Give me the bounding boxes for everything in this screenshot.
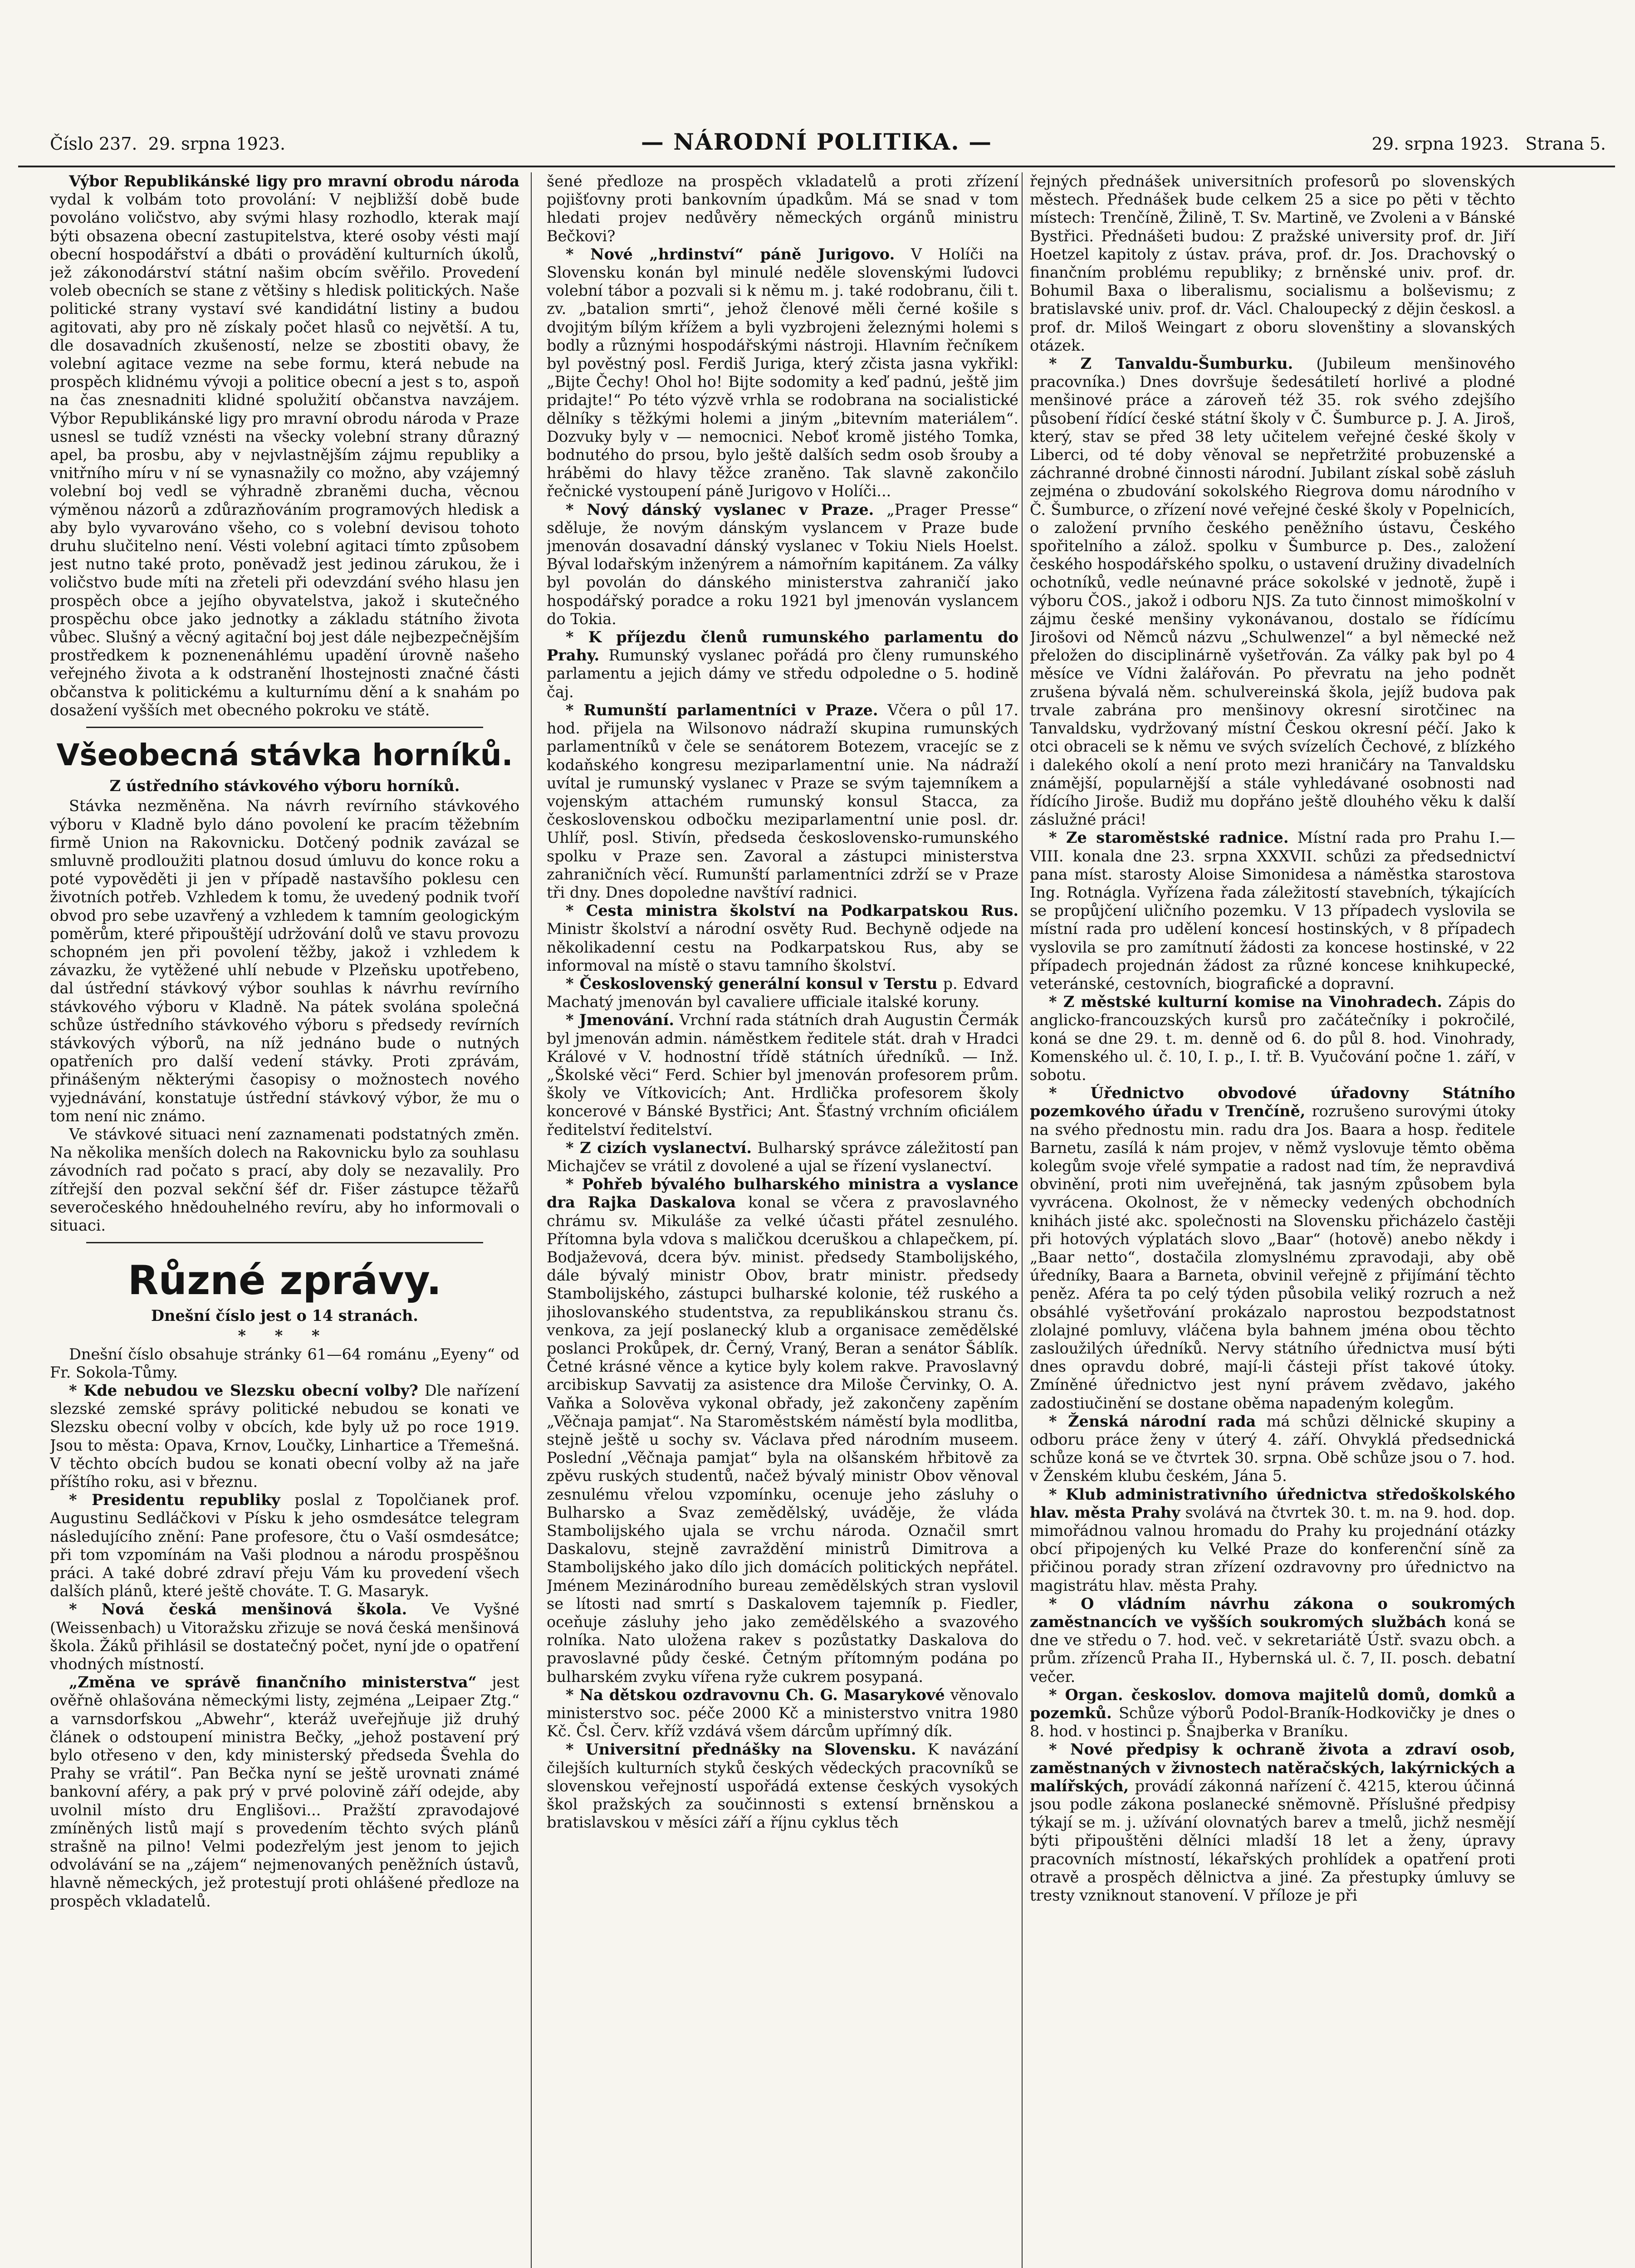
article-president: * Presidentu republiky poslal z Topolčianek prof. Augustinu Sedláčkovi v Písku k jeho osmdesátce telegram následujícího znění: Pane profesore, čtu o Vaší osmdesátce; při tom vzpomínám na Vaši plodnou a národu prospěšnou práci. A také dobré zdraví přeju Vám ku provedení všech dalších plánů, které ještě chováte. T. G. Masaryk. <box>50 1491 519 1600</box>
page-number: 29. srpna 1923. Strana 5. <box>1371 134 1606 154</box>
article-town-hall: * Ze staroměstské radnice. Místní rada pro Prahu I.—VIII. konala dne 23. srpna XXXVII. schůzi za předsednictví pana míst. starosty Aloise Simonidesa a náměstka starostova Ing. Rotnágla. Vyřízena řada záležitostí stavebních, týkajících se propůjčení uličního pozemku. V 13 případech vyslovila se místní rada pro udělení koncesí hostinských, v 8 případech vyslovila se pro zamítnutí žádosti za koncese hostinské, v 22 případech projednán žádost za různé koncese knihkupecké, veteránské, cestovních, biografické a dopravní. <box>1030 829 1515 992</box>
article-tanvald: * Z Tanvaldu-Šumburku. (Jubileum menšinového pracovníka.) Dnes dovršuje šedesátiletí horlivé a plodné menšinové práce a zároveň též 35. rok svého zdejšího působení řídící české státní školy v Č. Šumburce p. J. A. Jiroš, který, stav se před 38 lety učitelem veřejné české školy v Liberci, od té doby věnoval se nepřetržité probuzenské a záchranné drobné činnosti národní. Jubilant získal sobě zásluh zejména o zbudování sokolského Riegrova domu národního v Č. Šumburce, o zřízení nové veřejné české školy v Popelnicích, o založení prvního českého peněžního ústavu, Českého spořitelního a zálož. spolku v Šumburce p. Des., založení českého hospodářského spolku, o ustavení družiny divadelních ochotníků, vedle neúnavné práce sokolské v jednotě, župě i výboru ČOS., jakož i odboru NJS. Za tuto činnost mimoškolní v zájmu české menšiny vykonávanou, dostalo se řídícímu Jirošovi od Němců názvu „Schulwenzel“ a byl německé než přeložen do disciplinárně vyšetřován. Za války pak byl po 4 měsíce ve Vídni žalářován. Po převratu na jeho podnět zrušena bývalá něm. schulvereinská škola, jejíž budova pak trvale zabrána pro menšinovy okresní sirotčinec na Tanvaldsku, vydržovaný místní Českou okresní péčí. Jako k otci obraceli se k němu ve svých svízelích Čechové, z blízkého i dalekého okolí a není proto mezi hraničáry na Tanvaldsku známější, popularnější a stále vyhledávané osobnosti nad řídícího Jiroše. Budiž mu dopřáno ještě dlouhého věku k další záslužné práci! <box>1030 355 1515 829</box>
article-romanian-visit: * Rumunští parlamentníci v Praze. Včera o půl 17. hod. přijela na Wilsonovo nádraží skupina rumunských parlamentníků v čele se senátorem Botezem, vracejíc se z kodaňského kongresu meziparlamentní unie. Na nádraží uvítal je rumunský vyslanec v Praze se svým tajemníkem a vojenským attachém rumunský konsul Stacca, za československou odbočku meziparlamentní unie posl. dr. Uhlíř, posl. Stivín, předseda československo-rumunského spolku v Praze sen. Zavoral a zástupci ministerstva zahraničních věcí. Rumunští parlamentníci zdrží se v Praze tři dny. Dnes dopoledne navštíví radnici. <box>547 701 1018 901</box>
article-strike-situation: Ve stávkové situaci není zaznamenati podstatných změn. Na několika menších dolech na Rakovnicku bylo za souhlasu závodních rad počato s prací, aby doly se nezavalily. Pro zítřejší den pozval sekční šéf dr. Fišer zástupce těžařů severočeského hnědouhelného revíru, aby ho informovali o situaci. <box>50 1125 519 1234</box>
article-romanian-parliament: * K příjezdu členů rumunského parlamentu do Prahy. Rumunský vyslanec pořádá pro členy rumunského parlamentu a jejich dámy ve středu odpoledne o 5. hodině čaj. <box>547 628 1018 701</box>
article-danish-envoy: * Nový dánský vyslanec v Praze. „Prager Presse“ sděluje, že novým dánským vyslancem v Praze bude jmenován dosavadní dánský vyslanec v Tokiu Niels Hoelst. Býval lodařským inženýrem a námořním kapitánem. Za války byl povolán do dánského ministerstva zahraničí jako hospodářský poradce a roku 1921 byl jmenován vyslancem do Tokia. <box>547 500 1018 628</box>
column-2 <box>547 172 1018 2268</box>
newspaper-title: — NÁRODNÍ POLITIKA. — <box>641 128 993 155</box>
article-sanatorium: * Na dětskou ozdravovnu Ch. G. Masarykové věnovalo ministerstvo soc. péče 2000 Kč a ministerstvo vnitra 1980 Kč. Čsl. Červ. kříž vzdává všem dárcům upřímný dík. <box>547 1686 1018 1740</box>
article-womens-council: * Ženská národní rada má schůzi dělnické skupiny a odboru práce ženy v úterý 4. září. Ohvyklá předsednická schůze koná se ve čtvrtek 30. srpna. Obě schůze jsou o 7. hod. v Ženském klubu českém, Jána 5. <box>1030 1412 1515 1485</box>
article-foreign-legations: * Z cizích vyslanectví. Bulharský správce záležitostí pan Michajčev se vrátil z dovolené a ujal se řízení vyslanectví. <box>547 1139 1018 1175</box>
article-novel: Dnešní číslo obsahuje stránky 61—64 románu „Eyeny“ od Fr. Sokola-Tůmy. <box>50 1345 519 1381</box>
article-appointments: * Jmenování. Vrchní rada státních drah Augustin Čermák byl jmenován admin. náměstkem ředitele stát. drah v Hradci Králové v V. hodnostní třídě státních úředníků. — Inž. „Školské věci“ Ferd. Schier byl jmenován profesorem prům. školy ve Vítkovicích; Ant. Hrdlička profesorem školy koncerové v Bánské Bystřici; Ant. Šťastný vrchním oficiálem ředitelství ředitelství. <box>547 1011 1018 1139</box>
article-finance-ministry: „Změna ve správě finančního ministerstva“ jest ověřně ohlašována německými listy, zejména „Leipaer Ztg.“ a varnsdorfskou „Abwehr“, kteráž uveřejňuje již druhý článek o odstoupení ministra Bečky, „jehož postavení prý bylo otřeseno v den, kdy ministerský předseda Švehla do Prahy se vrátil“. Pan Bečka nyní se ještě urovnati známé bankovní aféry, a pak prý v prvé polovině září odejde, aby uvolnil místo dru Englišovi... Pražští zpravodajové zmíněných listů mají s provedením těchto svých plánů strašně na pilno! Velmi podezřelým jest jenom to jejich odvolávání se na „zájem“ nejmenovaných peněžních ústavů, hlavně německých, jež protestují proti ohlášené předloze na prospěch vkladatelů. <box>50 1673 519 1910</box>
article-admin-club: * Klub administrativního úřednictva středoškolského hlav. města Prahy svolává na čtvrtek 30. t. m. na 9. hod. dop. mimořádnou valnou hromadu do Prahy ku projednání otázky obcí připojených ku Velké Praze do konferenční síně za přičinou porady stran zřízení ozdravovny pro úřednictvo na magistrátu hlav. města Prahy. <box>1030 1485 1515 1594</box>
article-consul-trieste: * Československý generální konsul v Terstu p. Edvard Machatý jmenován byl cavaliere ufficiale italské koruny. <box>547 974 1018 1011</box>
separator-rule <box>86 727 483 728</box>
article-liga: Výbor Republikánské ligy pro mravní obrodu národa vydal k volbám toto provolání: V nejbližší době bude povoláno voličstvo, aby svými hlasy rozhodlo, kterak mají býti obsazena obecní zastupitelstva, které osoby vésti mají obecní hospodářství a dbáti o provádění kulturních úkolů, jež zákonodárství státní našim obcím svěřilo. Provedení voleb obecních se stane z většiny s hledisk politických. Naše politické strany vystaví své kandidátní listiny a budou agitovati, aby pro ně získaly počet hlasů co největší. A tu, dle dosavadních zkušeností, nelze se zbostiti obavy, že volební agitace vezme na sebe formu, která nebude na prospěch klidnému vývoji a politice obecní a jest s to, aspoň na čas znesnadniti klidné spolužití občanstva navzájem. Výbor Republikánské ligy pro mravní obrodu národa v Praze usnesl se tudíž vznésti na všecky volební strany důrazný apel, ba prosbu, aby v nejvlastnějším zájmu republiky a vnitřního míru v ní se vynasnažily co možno, aby vzájemný volební boj vedl se výhradně zbraněmi ducha, věcnou výměnou názorů a zdůrazňováním programových hledisk a aby bylo vyvarováno všeho, co s volební devisou tohoto druhu slučitelno není. Vésti volební agitaci tímto způsobem jest nutno také proto, poněvadž jest jedinou zárukou, že i voličstvo bude míti na zřeteli při odevzdání svého hlasu jen prospěch obce a jejího obyvatelstva, jakož i skutečného prospěchu obce jako jednotky a základu státního života vůbec. Slušný a věcný agitační boj jest dále nejbezpečnějším prostředkem k poznenenáhlému upadění úrovně našeho veřejného života a k odstranění lhostejnosti značné části občanstva k politickému a kulturnímu dění a k snahám po dosažení vyšších met obecného pokroku ve státě. <box>50 172 519 719</box>
article-culture-commission: * Z městské kulturní komise na Vinohradech. Zápis do anglicko-francouzských kursů pro začátečníky i pokročilé, koná se dne 29. t. m. denně od 6. do půl 8. hod. Vinohrady, Komenského ul. č. 10, I. p., I. tř. B. Vyučování počne 1. září, v sobotu. <box>1030 993 1515 1084</box>
issue-date: Číslo 237. 29. srpna 1923. <box>50 134 286 154</box>
article-continued: šené předloze na prospěch vkladatelů a proti zřízení pojišťovny proti bankovním úpadkům. Má se snad v tom hledati projev nedůvěry německých orgánů ministru Bečkovi? <box>547 172 1018 245</box>
page-header <box>18 116 1615 167</box>
article-new-regulations: * Nové předpisy k ochraně života a zdraví osob, zaměstnaných v živnostech natěračských, lakýrnických a malířských, provádí zákonná nařízení č. 4215, kterou účinná jsou podle zákona poslanecké sněmovně. Příslušné předpisy týkají se m. j. užívání olovnatých barev a tmelů, jichž nesmějí býti připouštěni dělníci mladší 18 let a ženy, úpravy pracovních místností, lékařských prohlídek a opatření proti otravě a prospěch dělnictva a jiné. Za přestupky úmluvy se tresty vzniknout stanovení. V příloze je při <box>1030 1740 1515 1905</box>
column-divider <box>531 172 532 2268</box>
column-1 <box>50 172 519 2268</box>
article-silesia-elections: * Kde nebudou ve Slezsku obecní volby? Dle nařízení slezské zemské správy politické nebudou se konati ve Slezsku obecní volby v obcích, kde byly už po roce 1919. Jsou to města: Opava, Krnov, Loučky, Linhartice a Třemešná. V těchto obcích budou se konati obecní volby až na jaře příštího roku, asi v březnu. <box>50 1381 519 1491</box>
article-strike-report: Stávka nezměněna. Na návrh revírního stávkového výboru v Kladně bylo dáno povolení ke pracím těžebním firmě Union na Rakovnicku. Dotčený podnik zavázal se smluvně prodloužiti platnou dosud úmluvu do konce roku a poté vypověděti ji jen v případě nastavšího poklesu cen životních potřeb. Vzhledem k tomu, že uvedený podnik tvoří obvod pro sebe uzavřený a vzhledem k tamním geologickým poměrům, které připouštějí udržování dolů ve stavu provozu schopném jen při povolení těžby, jakož i vzhledem k závazku, že vytěžené uhlí nebude v Plzeňsku upotřebeno, dal ústřední stávkový výbor souhlas k návrhu revírního stávkového výboru v Kladně. Na pátek svolána společná schůze ústředního stávkového výboru s předsedy revírních stávkových výborů, na níž jednáno bude o nutných opatřeních pro další vedení stávky. Proti zprávám, přinášeným některými časopisy o možnostech nového vyjednávání, konstatuje ústřední stávkový výbor, že mu o tom není nic známo. <box>50 797 519 1125</box>
article-juriga: * Nové „hrdinství“ páně Jurigovo. V Holíči na Slovensku konán byl minulé neděle slovenskými ľudovci volební tábor a pozvali si k němu m. j. také rodobranu, čili t. zv. „batalion smrti“, jehož členové měli černé košile s dvojitým bílým křížem a byli vyzbrojeni železnými holemi s bodly a různými hospodářskými nástroji. Hlavním řečníkem byl pověstný posl. Ferdiš Juriga, který zčista jasna vykřikl: „Bijte Čechy! Ohol ho! Bijte sodomity a keď padnú, ještě jim pridajte!“ Po této výzvě vrhla se rodobrana na socialistické dělníky s těžkými holemi a jiným „bitevním materiálem“. Dozvuky byly v — nemocnici. Neboť kromě jistého Tomka, bodnutého do prsou, bylo ještě dalších sedm osob šrouby a hráběmi do hlavy těžce zraněno. Tak slavně zakončilo řečnické vystoupení páně Jurigovo v Holíči... <box>547 245 1018 500</box>
separator-rule <box>86 1242 483 1243</box>
article-homeowners: * Organ. českoslov. domova majitelů domů, domků a pozemků. Schůze výborů Podol-Braník-Hodkovičky je dnes o 8. hod. v hostinci p. Šnajberka v Braníku. <box>1030 1686 1515 1740</box>
article-minister-trip: * Cesta ministra školství na Podkarpatskou Rus. Ministr školství a národní osvěty Rud. Bechyně odjede na několikadenní cestu na Podkarpatskou Rus, aby se informoval na místě o stavu tamního školství. <box>547 902 1018 974</box>
article-subheading: Z ústředního stávkového výboru horníků. <box>109 777 460 795</box>
article-minority-school: * Nová česká menšinová škola. Ve Vyšné (Weissenbach) u Vitoražsku zřizuje se nová česká menšinová škola. Žáků přihlásil se dostatečný počet, nyní jde o opatření vhodných místností. <box>50 1600 519 1673</box>
article-subheading: Dnešní číslo jest o 14 stranách. <box>151 1307 418 1325</box>
column-divider <box>1022 172 1023 2268</box>
section-heading-strike: Všeobecná stávka horníků. <box>56 738 513 773</box>
article-university-lectures: * Universitní přednášky na Slovensku. K navázání čilejších kulturních styků českých vědeckých pracovníků se slovenskou veřejností uspořádá extense českých vysokých škol pražských za součinnosti s extensí brněnskou a bratislavskou v měsíci září a říjnu cyklus těch <box>547 1740 1018 1832</box>
stars-divider: * * * <box>238 1327 332 1345</box>
article-funeral: * Pohřeb bývalého bulharského ministra a vyslance dra Rajka Daskalova konal se včera z pravoslavného chrámu sv. Mikuláše za velké účasti přátel zesnulého. Přítomna byla vdova s maličkou dceruškou a chlapečkem, pí. Bodjaževová, dcera býv. minist. předsedy Stambolijského, dále bývalý ministr Obov, bratr ministr. předsedy Stambolijského, zástupci bulharské kolonie, též ruského a jihoslovanského studentstva, za republikánskou stranu čs. venkova, za její poslanecký klub a organisace zemědělské poslanci Prokůpek, dr. Černý, Vraný, Beran a senátor Šáblík. Četné krásné věnce a kytice byly kolem rakve. Pravoslavný arcibiskup Savvatij za asistence dra Miloše Červinky, O. A. Vaňka a Solověva vykonal obřady, jež zakončeny zapěním „Věčnaja pamjat“. Na Staroměstském náměstí byla modlitba, stejně ještě u sochy sv. Václava před národním museem. Poslední „Věčnaja pamjat“ byla na olšanském hřbitově za zpěvu ruských studentů, načež bývalý ministr Obov věnoval zesnulému vřelou vzpomínku, ocenuje jeho zásluhy o Bulharsko a Svaz zemědělský, uváděje, že vláda Stambolijského ujala se vrchu národa. Označil smrt Daskalovu, stejně zavraždění ministrů Dimitrova a Stambolijského jako dílo jich domácích politických nepřátel. Jménem Mezinárodního bureau zemědělských stran vyslovil se lítosti nad smrtí s Daskalovem tajemník p. Fiedler, oceňuje zásluhy jeho jako zemědělského a svazového rolníka. Nato uložena rakev s pozůstatky Daskalova do pravoslavné půdy české. Četným přítomným podána po bulharském zvyku vířena ryže cukrem posypaná. <box>547 1175 1018 1686</box>
column-3 <box>1030 172 1515 2268</box>
article-continued: řejných přednášek universitních profesorů po slovenských městech. Přednášek bude celkem 25 a sice po pěti v těchto místech: Trenčíně, Žilině, T. Sv. Martině, ve Zvoleni a v Bánské Bystřici. Přednášeti budou: Z pražské university prof. dr. Jiří Hoetzel kapitoly z ústav. práva, prof. dr. Jos. Drachovský o finančním problému republiky; z brněnské univ. prof. dr. Bohumil Baxa o liberalismu, socialismu a bolševismu; z bratislavské univ. prof. dr. Václ. Chaloupecký z dějin českosl. a prof. dr. Miloš Weingart z oboru slovenštiny a slovanských otázek. <box>1030 172 1515 354</box>
section-heading-news: Různé zprávy. <box>127 1257 442 1304</box>
article-private-employees: * O vládním návrhu zákona o soukromých zaměstnancích ve vyšších soukromých službách koná se dne ve středu o 7. hod. več. v sekretariátě Ústř. svazu obch. a prům. zřízenců Praha II., Hybernská ul. č. 7, II. posch. debatní večer. <box>1030 1594 1515 1686</box>
article-trencin-office: * Úřednictvo obvodové úřadovny Státního pozemkového úřadu v Trenčíně, rozrušeno surovými útoky na svého přednostu min. radu dra Jos. Baara a hosp. ředitele Barnetu, zasílá k nám projev, v němž vyslovuje těmto oběma kolegům svoje vřelé sympatie a radost nad tím, že nepravdivá obvinění, proti nim uveřejněná, tak jasným způsobem byla vyvrácena. Okolnost, že v německy vedených obchodních knihách jisté akc. společnosti na Slovensku přicházelo častěji při hotových výplatách slovo „Baar“ (hotově) anebo někdy i „Baar netto“, dostačila zlomyslnému zpravodaji, aby obě úředníky, Baara a Barneta, obvinil veřejně z přijímání těchto peněz. Aféra ta po celý týden působila veliký rozruch a než obsáhlé vyšetřování prokázalo naprostou bezpodstatnost zlolajné pomluvy, vláčena byla bahnem jména obou těchto zasloužilých úředníků. Nervy státního úřednictva musí býti dnes opravdu dobré, mají-li částeji příst takové útoky. Zmíněné úřednictvo jest nyní právem zvědavo, jakého zadostiučinění se dostane oběma napadeným kolegům. <box>1030 1084 1515 1412</box>
